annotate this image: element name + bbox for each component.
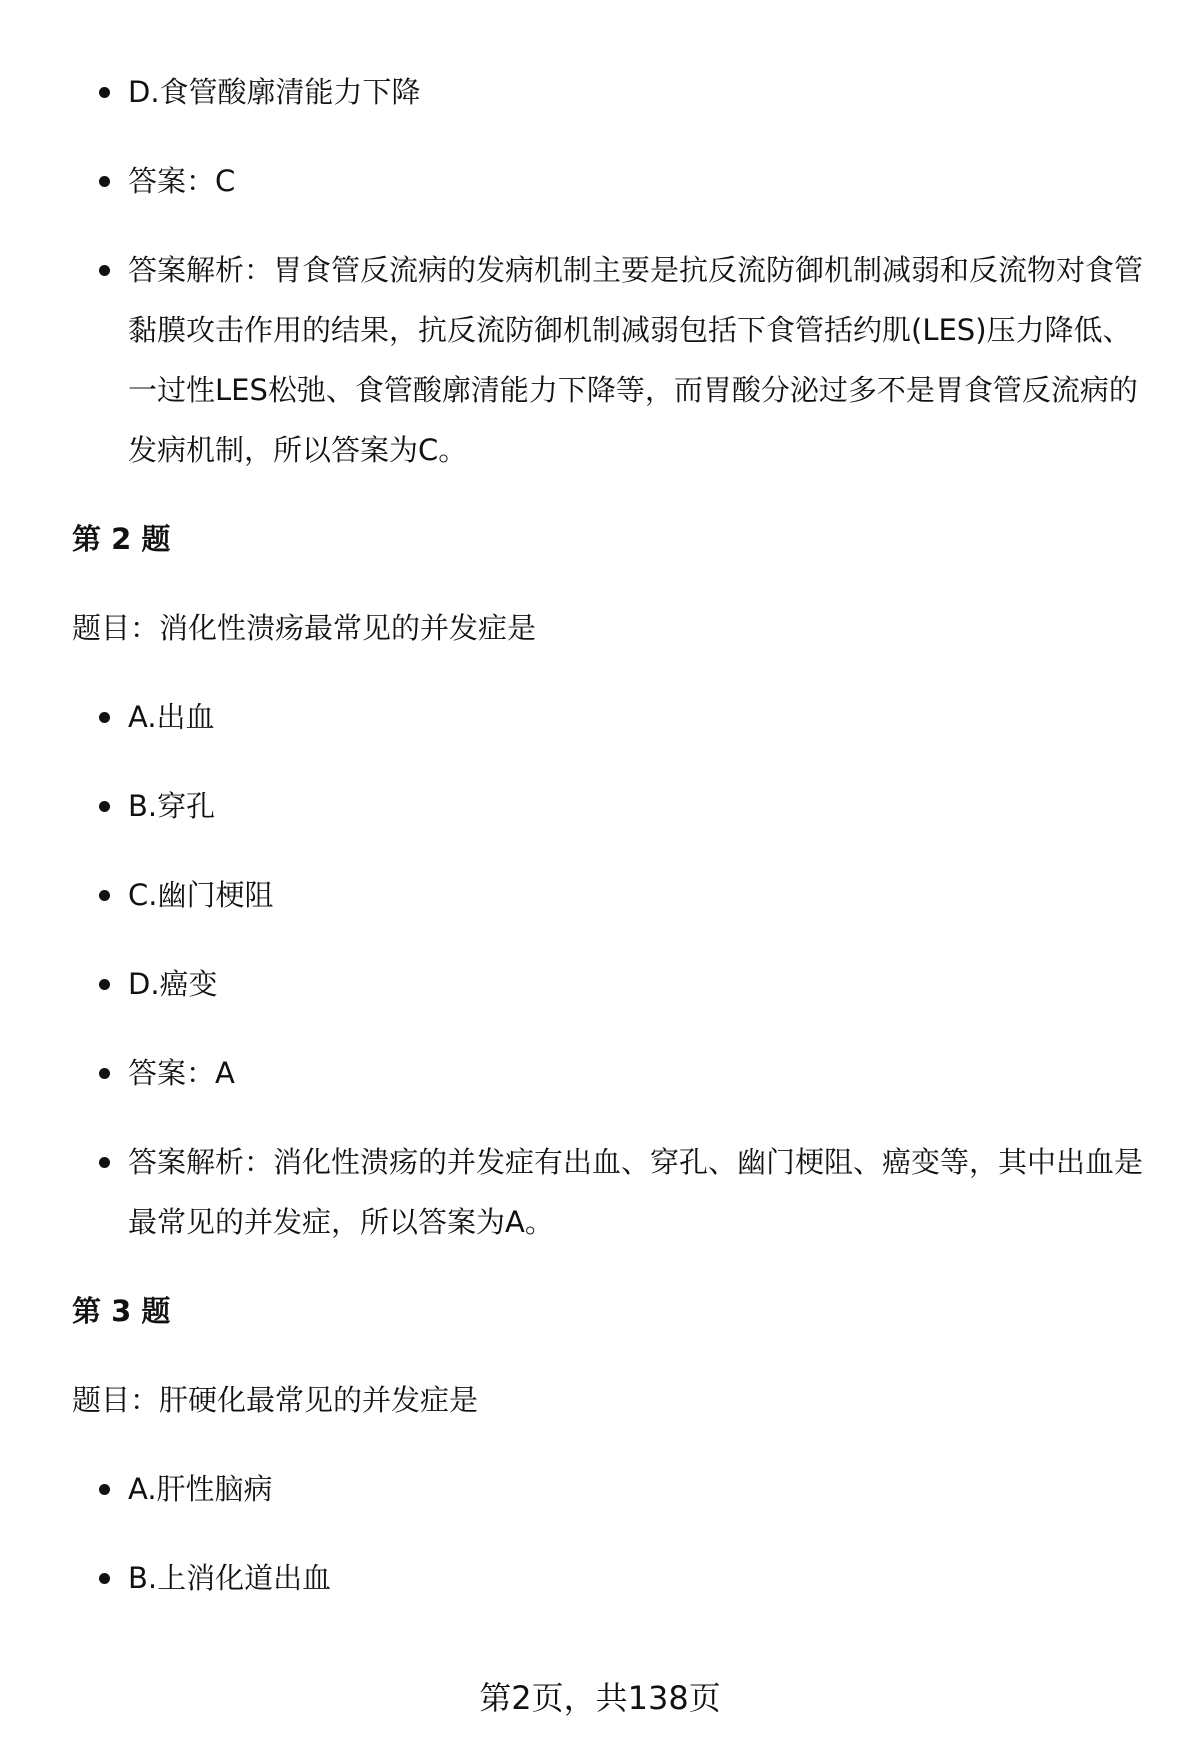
q2-option-a: A.出血 xyxy=(72,687,1152,747)
page-number-footer: 第2页，共138页 xyxy=(479,1679,721,1717)
q3-stem: 题目：肝硬化最常见的并发症是 xyxy=(72,1383,479,1417)
question-1-tail-list xyxy=(72,62,1152,480)
document-content xyxy=(72,62,1152,1637)
q2-option-b: B.穿孔 xyxy=(72,776,1152,836)
q2-answer: 答案：A xyxy=(72,1043,1152,1103)
q1-explanation: 答案解析：胃食管反流病的发病机制主要是抗反流防御机制减弱和反流物对食管黏膜攻击作用的结果，抗反流防御机制减弱包括下食管括约肌(LES)压力降低、一过性LES松弛、食管酸廓清能力下降等，而胃酸分泌过多不是胃食管反流病的发病机制，所以答案为C。 xyxy=(72,240,1152,480)
q3-heading: 第 3 题 xyxy=(72,1294,171,1328)
q2-option-d: D.癌变 xyxy=(72,954,1152,1014)
q3-option-b: B.上消化道出血 xyxy=(72,1548,1152,1608)
q2-explanation: 答案解析：消化性溃疡的并发症有出血、穿孔、幽门梗阻、癌变等，其中出血是最常见的并发症，所以答案为A。 xyxy=(72,1132,1152,1252)
q2-heading: 第 2 题 xyxy=(72,522,171,556)
q3-option-a: A.肝性脑病 xyxy=(72,1459,1152,1519)
q2-option-c: C.幽门梗阻 xyxy=(72,865,1152,925)
question-3-list xyxy=(72,1459,1152,1608)
q1-option-d: D.食管酸廓清能力下降 xyxy=(72,62,1152,122)
q2-stem: 题目：消化性溃疡最常见的并发症是 xyxy=(72,611,537,645)
question-2-list xyxy=(72,687,1152,1252)
q1-answer: 答案：C xyxy=(72,151,1152,211)
